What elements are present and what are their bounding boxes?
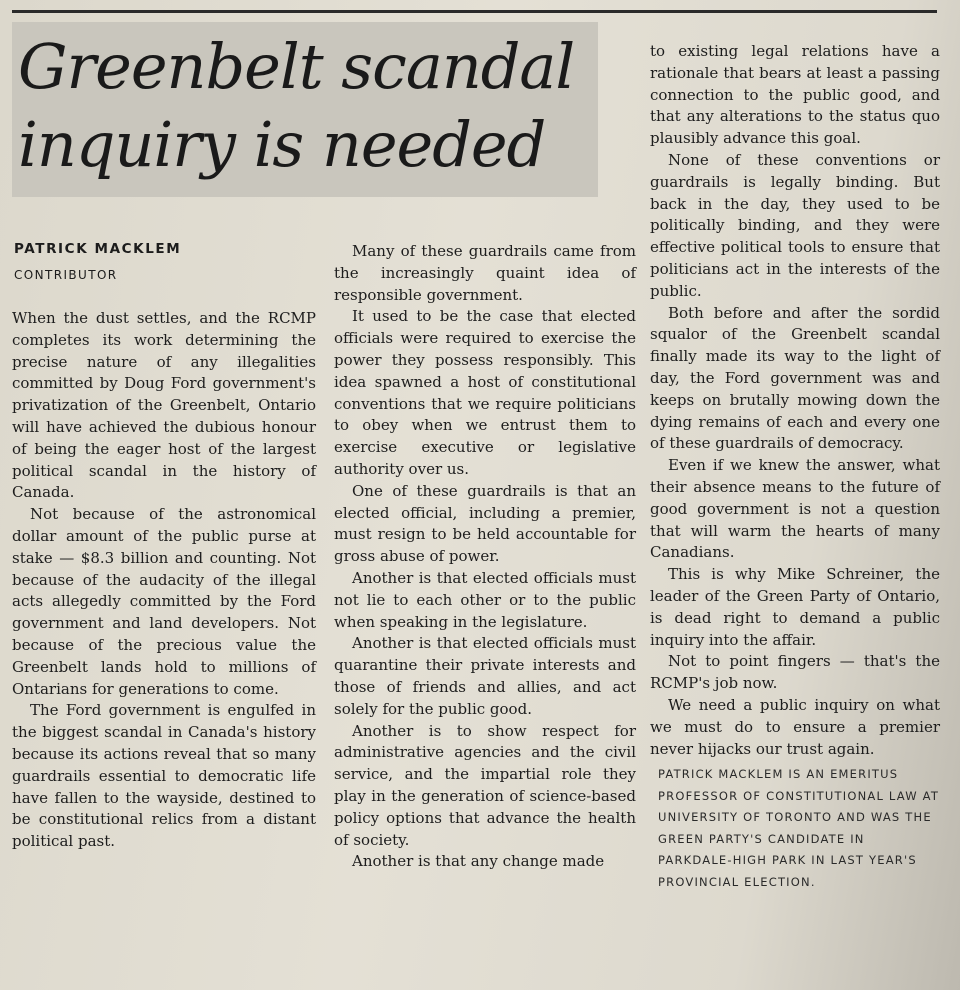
- article-column-2: [334, 241, 636, 873]
- author-name: PATRICK MACKLEM: [14, 241, 182, 257]
- article-column-1: [12, 308, 316, 853]
- paragraph: Many of these guardrails came from the increasingly quaint idea of responsible government.: [334, 242, 636, 304]
- paragraph: We need a public inquiry on what we must do to ensure a premier never hijacks our trust again.: [650, 695, 940, 758]
- paragraph: It used to be the case that elected officials were required to exercise the power they possess responsibly. This idea spawned a host of constitutional conventions that we require politicians to obey when we entrust them to exercise executive or legislative authority over us.: [334, 307, 636, 478]
- top-rule: [12, 10, 937, 13]
- paragraph: Not because of the astronomical dollar amount of the public purse at stake — $8.3 billion and counting. Not because of the audacity of the illegal acts allegedly committed by the Ford government and land developers. Not because of the precious value the Greenbelt lands hold to millions of Ontarians for generations to come.: [12, 505, 316, 698]
- paragraph: Another is that elected officials must not lie to each other or to the public when speaking in the legislature.: [334, 568, 636, 631]
- paragraph: One of these guardrails is that an elected official, including a premier, must resign to be held accountable for gross abuse of power.: [334, 481, 636, 566]
- paragraph: Even if we knew the answer, what their absence means to the future of good government is not a question that will warm the hearts of many Canadians.: [650, 456, 940, 562]
- author-bio: PATRICK MACKLEM IS AN EMERITUS PROFESSOR OF CONSTITUTIONAL LAW AT UNIVERSITY OF TORONTO AND WAS THE GREEN PARTY'S CANDIDATE IN PARKDALE-HIGH PARK IN LAST YEAR'S PROVINCIAL ELECTION.: [658, 767, 940, 889]
- headline-block: [12, 22, 598, 197]
- paragraph: Another is that elected officials must quarantine their private interests and those of friends and allies, and act solely for the public good.: [334, 634, 636, 718]
- byline: [14, 240, 181, 284]
- paragraph: Another is that any change made: [352, 852, 605, 871]
- paragraph: Another is to show respect for administrative agencies and the civil service, and the impartial role they play in the generation of science-based policy options that advance the health of society.: [334, 721, 636, 849]
- paragraph: Not to point fingers — that's the RCMP's job now.: [650, 652, 940, 693]
- article-column-3: [650, 41, 940, 893]
- author-role: CONTRIBUTOR: [14, 268, 118, 282]
- headline-line-2: inquiry is needed: [18, 108, 546, 181]
- headline: [12, 22, 598, 184]
- headline-line-1: Greenbelt scandal: [18, 30, 575, 103]
- paragraph: When the dust settles, and the RCMP completes its work determining the precise nature of any illegalities committed by Doug Ford government's privatization of the Greenbelt, Ontario will have achieved the dubious honour of being the eager host of the largest political scandal in the history of Canada.: [12, 309, 316, 502]
- paragraph: This is why Mike Schreiner, the leader of the Green Party of Ontario, is dead right to demand a public inquiry into the affair.: [650, 565, 940, 649]
- paragraph: to existing legal relations have a rationale that bears at least a passing connection to the public good, and that any alterations to the status quo plausibly advance this goal.: [650, 42, 940, 148]
- paragraph: The Ford government is engulfed in the biggest scandal in Canada's history because its actions reveal that so many guardrails essential to democratic life have fallen to the wayside, destined to be constitutional relics from a distant political past.: [12, 701, 316, 851]
- paragraph: Both before and after the sordid squalor of the Greenbelt scandal finally made its way to the light of day, the Ford government was and keeps on brutally mowing down the dying remains of each and every one of these guardrails of democracy.: [650, 303, 940, 453]
- paragraph: None of these conventions or guardrails is legally binding. But back in the day, they used to be politically binding, and they were effective political tools to ensure that politicians act in the interests of the public.: [650, 150, 940, 300]
